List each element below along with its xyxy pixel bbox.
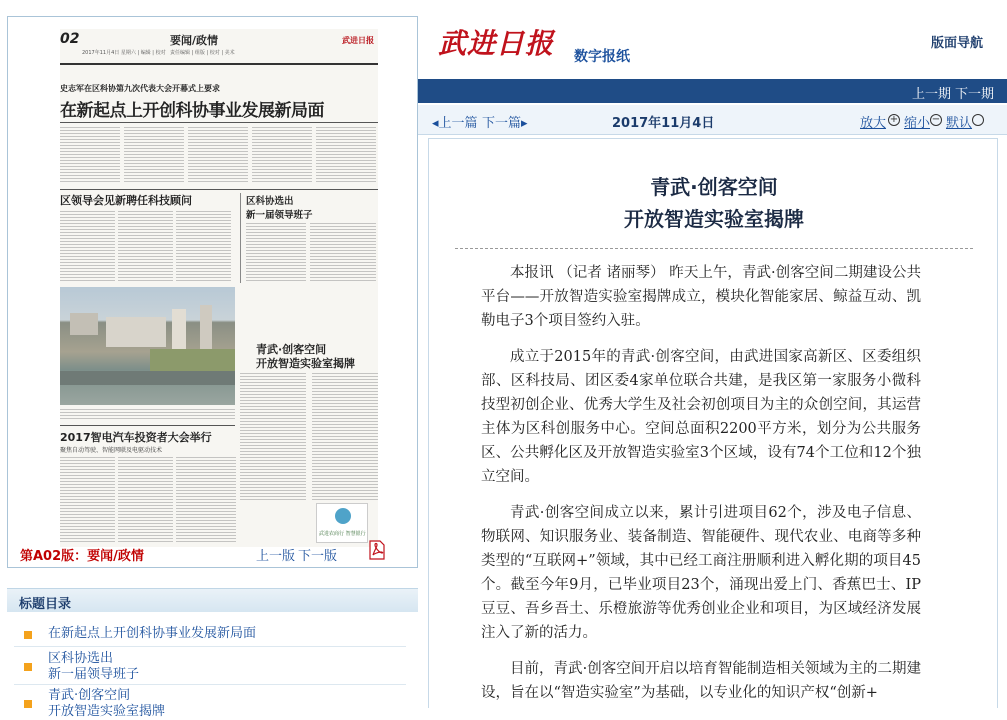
article-toolbar (418, 105, 1007, 135)
text-column (246, 223, 306, 283)
text-column (312, 373, 378, 501)
headline-consultants[interactable]: 区领导会见新聘任科技顾问 (60, 194, 192, 207)
newspaper-page-image[interactable] (60, 29, 378, 547)
article-paragraph: 青武·创客空间成立以来，累计引进项目62个，涉及电子信息、物联网、知识服务业、装备制造、智能硬件、现代农业、电商等多种类型的“互联网+”领域，其中已经工商注册顺利进入孵化期的项目45个。截至今年9月，已毕业项目23个，涌现出爱上门、香蕉巴士、IP豆豆、吾乡吾土、乐橙旅游等优秀创业企业和项目，为区域经济发展注入了新的活力。 (481, 505, 921, 641)
prev-page-link[interactable]: 上一版 (256, 549, 296, 564)
divider (60, 189, 378, 190)
photo-caption (60, 409, 235, 421)
page-editor-line: 责任编辑 | 组版 | 校对 | 美术 (170, 50, 235, 56)
page-label: 第A02版：要闻/政情 (20, 549, 144, 564)
divider (14, 646, 406, 647)
text-column (310, 223, 376, 283)
text-column (252, 127, 312, 183)
issue-nav-bar (418, 79, 1007, 103)
toc-item-label[interactable]: 区科协选出 (48, 651, 114, 666)
next-article-label[interactable]: 下一篇 (482, 116, 522, 131)
prev-article-label[interactable]: 上一篇 (438, 116, 478, 131)
text-column (60, 457, 115, 543)
page-section: 要闻/政情 (170, 34, 219, 47)
headline-maker-space-2[interactable]: 开放智造实验室揭牌 (256, 357, 355, 370)
zoom-in-link[interactable]: 放大 (860, 116, 887, 131)
toc-item-label[interactable]: 在新起点上开创科协事业发展新局面 (48, 626, 257, 641)
bullet-icon (24, 700, 32, 708)
main-headline[interactable]: 在新起点上开创科协事业发展新局面 (60, 101, 324, 121)
text-column (118, 457, 173, 543)
next-article-link[interactable]: 下一篇▸ (482, 116, 528, 131)
toc-title: 标题目录 (19, 597, 72, 612)
logo-text: 武进日报 (438, 27, 555, 60)
article-title-line-1: 青武·创客空间 (650, 175, 778, 199)
text-column (60, 211, 115, 281)
next-page-link[interactable]: 下一版 (298, 549, 338, 564)
zoom-default-link[interactable]: 默认 (946, 116, 973, 131)
story-kicker[interactable]: 史志军在区科协第九次代表大会开幕式上要求 (60, 84, 220, 93)
page-nav-guide-button[interactable]: 版面导航 (931, 36, 984, 51)
zoom-out-icon[interactable]: − (931, 114, 941, 125)
article-paragraph: 成立于2015年的青武·创客空间，由武进国家高新区、区委组织部、区科技局、团区委4家单位联合共建，是我区第一家服务小微科技型初创企业、优秀大学生及社会初创项目为主的众创空间，其运营主体为区科创服务中心。空间总面积2200平方米，划分为公共服务区、公共孵化区及开放智造实验室3个区域，设有74个工位和12个独立空间。 (481, 349, 921, 485)
divider (14, 684, 406, 685)
prev-issue-link[interactable]: 上一期 (912, 87, 952, 102)
zoom-in-icon[interactable]: + (889, 114, 899, 125)
text-column (176, 457, 236, 543)
toc-item-label[interactable]: 青武·创客空间 (48, 688, 131, 703)
article-panel (428, 138, 998, 708)
toc-item-label-2[interactable]: 开放智造实验室揭牌 (48, 704, 166, 719)
page-number: 02 (60, 31, 80, 47)
article-paragraph: 本报讯 （记者 诸丽琴） 昨天上午，青武·创客空间二期建设公共平台——开放智造实验室揭牌成立，模块化智能家居、鲸益互动、凯勒电子3个项目签约入驻。 (481, 265, 921, 329)
headline-maker-space[interactable]: 青武·创客空间 (256, 343, 327, 356)
toc-item-label-2[interactable]: 新一届领导班子 (48, 667, 140, 682)
headline-auto-sub: 聚焦自动驾驶、智能网联及电驱动技术 (60, 447, 163, 454)
bank-advertisement (316, 503, 368, 543)
ad-text: 武进农商行 智慧银行 (319, 531, 366, 537)
headline-auto-investors[interactable]: 2017智电汽车投资者大会举行 (60, 431, 212, 444)
issue-date: 2017年11月4日 (612, 116, 715, 131)
next-issue-link[interactable]: 下一期 (955, 87, 995, 102)
divider (240, 193, 241, 283)
zoom-out-link[interactable]: 缩小 (904, 116, 931, 131)
divider (455, 248, 973, 249)
logo-subtitle: 数字报纸 (574, 49, 630, 65)
prev-article-link[interactable]: ◂上一篇 (432, 116, 478, 131)
site-logo[interactable] (428, 20, 630, 70)
zoom-default-icon[interactable] (972, 114, 984, 126)
bullet-icon (24, 631, 32, 639)
text-column (176, 211, 231, 281)
toc-header (7, 588, 418, 612)
article-body (481, 261, 921, 717)
news-photo (60, 287, 235, 405)
headline-leadership-2[interactable]: 新一届领导班子 (246, 210, 313, 221)
text-column (316, 127, 376, 183)
page-date-line: 2017年11月4日 星期六 | 编辑 | 校对 (82, 50, 166, 56)
bullet-icon (24, 663, 32, 671)
divider (60, 425, 235, 426)
page-thumbnail-panel (7, 16, 418, 568)
divider (60, 122, 378, 123)
text-column (118, 211, 173, 281)
text-column (240, 373, 306, 501)
headline-leadership[interactable]: 区科协选出 (246, 196, 294, 207)
text-column (188, 127, 248, 183)
bank-logo-icon (335, 508, 351, 524)
pdf-icon[interactable] (368, 540, 386, 560)
text-column (60, 127, 120, 183)
article-paragraph: 目前，青武·创客空间开启以培育智能制造相关领域为主的二期建设，旨在以“智造实验室”为基础，以专业化的知识产权“创新+ (481, 661, 921, 701)
text-column (124, 127, 184, 183)
article-title-line-2: 开放智造实验室揭牌 (624, 207, 804, 231)
paper-logo-small: 武进日报 (342, 35, 374, 45)
page-header (60, 29, 378, 65)
